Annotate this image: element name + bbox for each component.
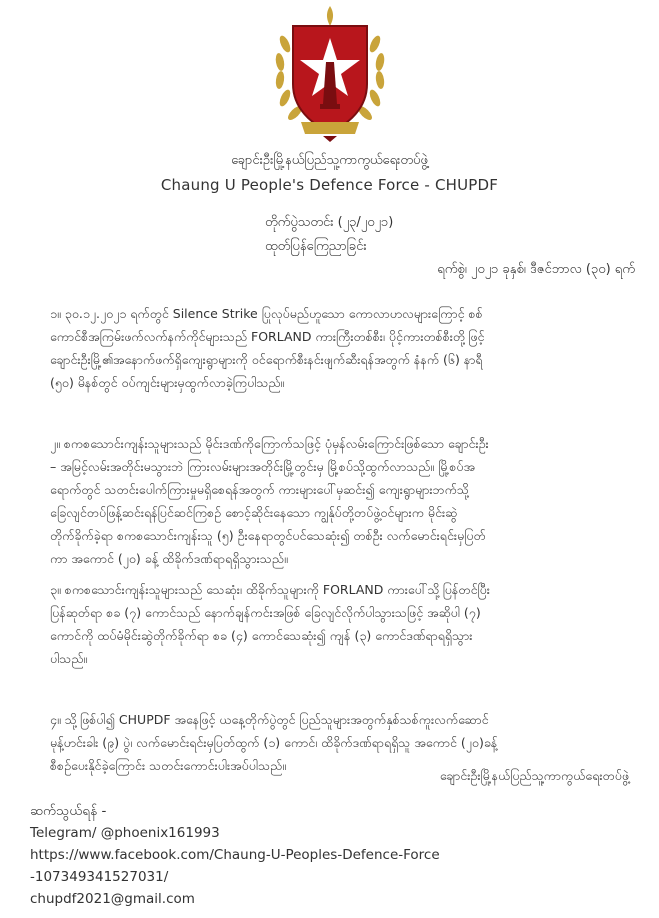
- announcement-kind: ထုတ်ပြန်ကြေညာခြင်း: [265, 239, 367, 254]
- contact-block: [30, 800, 630, 910]
- signature: ချောင်းဦးမြို့နယ်ပြည်သူ့ကာကွယ်ရေးတပ်ဖွဲ့: [439, 768, 629, 783]
- announcement-date: ရက်စွဲ၊ ၂၀၂၁ ခုနှစ်၊ ဒီဇင်ဘာလ (၃၀) ရက်: [437, 262, 635, 277]
- paragraph-2: ၂။ စကစသောင်းကျန်းသူများသည် မိုင်းဒဏ်ကိုကြောက်သဖြင့် ပုံမှန်လမ်းကြောင်းဖြစ်သော ချောင်းဦး – အမြင့်လမ်းအတိုင်းမသွားဘဲ ကြားလမ်းများအတိုင်းမြို့တွင်းမှ မြို့စပ်သို့ထွက်လာသည်။ မြို့စပ်အ ရောက်တွင် သတင်းပေါက်ကြားမှုမရှိစေရန်အတွက် ကားများပေါ်မှဆင်း၍ ကျေးရွာများဘက်သို့ ခြေလျင်တပ်ဖြန့်ဆင်းရန်ပြင်ဆင်ကြစဉ် စောင့်ဆိုင်းနေသော ကျွန်ုပ်တို့တပ်ဖွဲ့ဝင်များက မိုင်းဆွဲ တိုက်ခိုက်ခဲ့ရာ စကစသောင်းကျန်းသူ (၅) ဦးနေရာတွင်ပင်သေဆုံး၍ တစ်ဦး လက်မောင်းရင်းမှပြတ် ကာ အကောင် (၂၀) ခန့် ထိခိုက်ဒဏ်ရာရရှိသွားသည်။: [50, 436, 489, 566]
- contact-heading: ဆက်သွယ်ရန် -: [30, 803, 107, 819]
- org-name-english: Chaung U People's Defence Force - CHUPDF: [160, 176, 499, 194]
- announcement-number: တိုက်ပွဲသတင်း (၂၃/၂၀၂၁): [265, 215, 394, 230]
- paragraph-4: ၄။ သို့ဖြစ်ပါ၍ CHUPDF အနေဖြင့် ယနေ့တိုက်ပွဲတွင် ပြည်သူများအတွက်နှစ်သစ်ကူးလက်ဆောင် မုန့်ဟင်းခါး (၉) ပွဲ၊ လက်မောင်းရင်းမှပြတ်ထွက် (၁) ကောင်၊ ထိခိုက်ဒဏ်ရာရရှိသူ အကောင် (၂၀)ခန့် စီစဉ်ပေးနိုင်ခဲ့ကြောင်း သတင်းကောင်းပါးအပ်ပါသည်။: [50, 712, 498, 773]
- facebook-link-line-2: -107349341527031/: [30, 869, 169, 885]
- paragraph-1: ၁။ ၃၀.၁၂.၂၀၂၁ ရက်တွင် Silence Strike ပြုလုပ်မည်ဟူသော ကောလာဟလများကြောင့် စစ် ကောင်စီအကြမ်းဖက်လက်နက်ကိုင်များသည် FORLAND ကားကြီးတစ်စီး၊ ပိုင့်ကားတစ်စီးတို့ဖြင့် ချောင်းဦးမြို့၏အနောက်ဖက်ရှိကျေးရွာများကို ဝင်ရောက်စီးနင်းဖျက်ဆီးရန်အတွက် နံနက် (၆) နာရီ (၅၀) မိနစ်တွင် ဝပ်ကျင်းများမှထွက်လာခဲ့ကြပါသည်။: [50, 306, 485, 390]
- facebook-link-line-1: https://www.facebook.com/Chaung-U-Peoples-Defence-Force: [30, 847, 440, 863]
- org-name-myanmar: ချောင်းဦးမြို့နယ်ပြည်သူ့ကာကွယ်ရေးတပ်ဖွဲ့: [231, 153, 428, 168]
- paragraph-3: ၃။ စကစသောင်းကျန်းသူများသည် သေဆုံး၊ ထိခိုက်သူများကို FORLAND ကားပေါ်သို့ပြန်တင်ပြီး ပြန်ဆုတ်ရာ စခ (၇) ကောင်သည် နောက်ချန်ကင်းအဖြစ် ခြေလျင်လိုက်ပါသွားသဖြင့် အဆိုပါ (၇) ကောင်ကို ထပ်မံမိုင်းဆွဲတိုက်ခိုက်ရာ စခ (၄) ကောင်သေဆုံး၍ ကျန် (၃) ကောင်ဒဏ်ရာရရှိသွား ပါသည်။: [50, 582, 490, 666]
- star-shield-emblem-icon: [271, 4, 389, 142]
- email-contact: chupdf2021@gmail.com: [30, 891, 195, 907]
- telegram-contact: Telegram/ @phoenix161993: [30, 825, 220, 841]
